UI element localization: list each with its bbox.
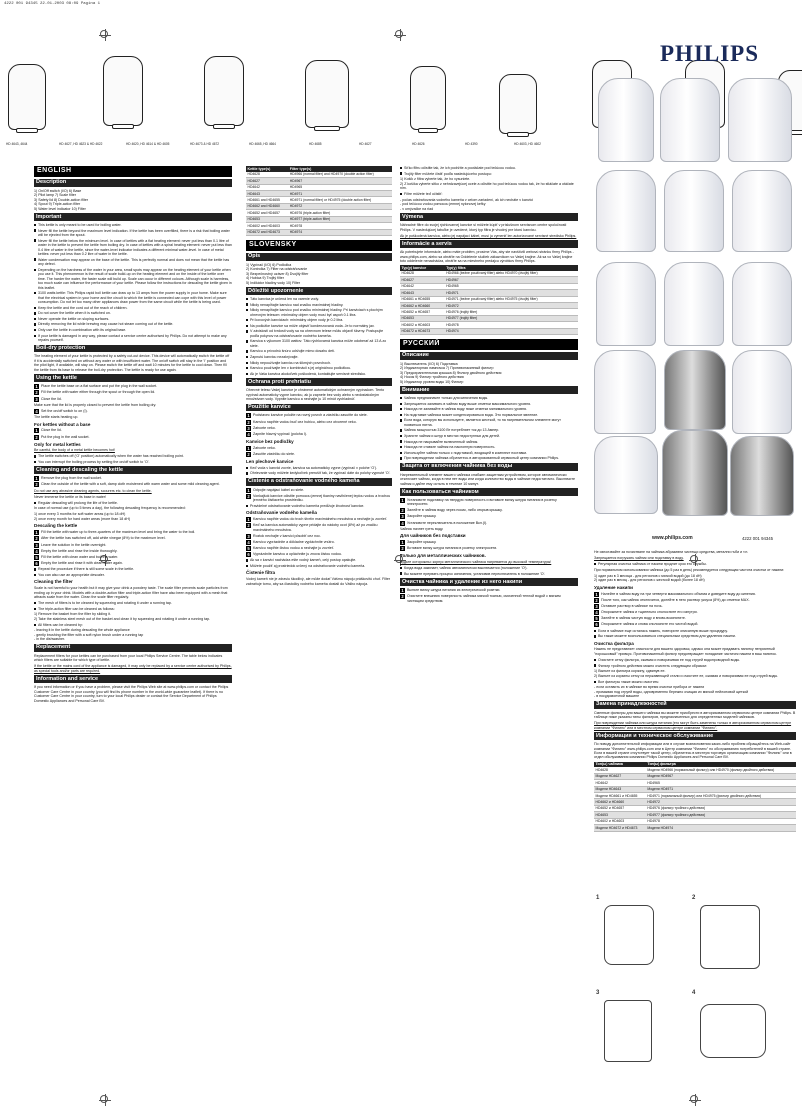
list-item: Pri kovových kanviciach: minimálny objem vody je 0.2 litra. — [246, 318, 392, 322]
kettle-photo — [598, 78, 654, 162]
list-item: Kanvicu a prívodnú šnúru udržujte mimo dosahu detí. — [246, 349, 392, 353]
list-item: Na podložke kanvice sa môže objaviť kondenzovaná voda. Je to normálny jav. — [246, 324, 392, 328]
paragraph: Replacement filters for your kettles can be purchased from your local Philips Service Centre. The table below indicates which filters are suitable for which type of kettle. — [34, 653, 223, 663]
list-item: Repeat the procedure if there is still some scale in the kettle. — [34, 567, 232, 571]
list-item: Ak sa v kanvici nachádza ešte vodný kameň, celý postup opakujte. — [246, 558, 392, 562]
list-item: - pod tečúcou vodou pomocou jemnej nylonovej kefky — [400, 202, 486, 207]
list-item: - в посудомоечной машине — [594, 694, 640, 699]
subheading: Odstraňovanie vodného kameňa — [246, 510, 317, 516]
list-item: Когда вода закипает, чайник автоматически выключается (положение 'O'). — [400, 566, 578, 570]
registration-mark-icon — [690, 1095, 698, 1103]
step: 3 Закройте крышку. — [401, 514, 437, 520]
list-item: 3100 watts kettle: This Philips rapid boil kettle can draw up to 13 amps from the power supply in your home. Make sure that the electrical system in your home and the circuit to which the kettle is connected can cope with this level of power consumption. Do not let too many other appliances draw power from the same circuit while the kettle is being used. — [34, 291, 232, 304]
step: 2 Залейте в чайник воду через носик, либо открыв крышку. — [401, 508, 503, 514]
note: If the kettle or the mains cord of the appliance is damaged, it may only be replaced by a service centre authorised by Philips, as special tools and/or parts are required. — [34, 664, 232, 673]
note: Запрещается погружать чайник или подставку в воду. — [594, 556, 684, 561]
model-label: HD 4627 — [359, 142, 372, 146]
paragraph: Нагревательный элемент вашего чайника снабжен защитным устройством, которое автоматически отключает чайник, когда в нем нет воды или когда количество воды в чайнике недостаточно. Выключите чайник и дайте ему остыть в течение 10 минут. — [400, 472, 576, 486]
paragraph: Scale is not harmful to your health but it may give your drink a powdery taste. The scale filter prevents scale particles from ending up in your drink. Models with a double-action filter and triple-action filter have also been equipped with a mesh that attracts scale from the water. Clean the scale filter regularly. — [34, 586, 228, 600]
step: 5 Fill the kettle with clean water and boil the water. — [35, 554, 119, 560]
language-heading: ENGLISH — [34, 166, 232, 177]
kettle-photo — [732, 262, 792, 346]
list-item: Keď voda v kanvici zovrie, kanvica sa automaticky vypne (vypínač v polohe 'O'). — [246, 466, 392, 470]
kettle-drawing — [8, 64, 46, 130]
paragraph: In case of normal use (up to 5 times a day), the following descaling frequency is recommended: — [34, 506, 186, 511]
filter-illustration — [700, 1004, 766, 1058]
list-item: Pravidelné odstraňovanie vodného kameňa predĺžuje životnosť kanvice. — [246, 504, 392, 508]
list-item: Ak je Vaša kanvica akokoľvek poškodená, kontaktujte servisné stredisko. — [246, 372, 392, 376]
list-item: You can also use an appropriate descaler. — [34, 573, 232, 577]
section-heading: Opis — [246, 253, 392, 261]
step: 1 Remove the plug from the wall socket. — [35, 476, 102, 482]
step: 2 Vonkajšok kanvice očistite pomocou jemnej tkaniny navlhčenej teplou vodou a trochou jemného čistiaceho prostriedku. — [247, 493, 391, 503]
list-item: Очистите сетку фильтра, сжимая и поворачивая ее под струей водопроводной воды. — [594, 658, 796, 662]
list-item: The kettle switches off ('O' position) automatically when the water has reached boiling point. — [34, 454, 232, 458]
subheading: Очистка фильтра — [594, 640, 634, 646]
step: 4 Zapnite hlavný vypínač (poloha I). — [247, 432, 307, 438]
section-heading: Replacement — [34, 644, 232, 652]
paragraph: Сменные фильтры для вашего чайника вы можете приобрести в авторизованном сервисном центре компании Philips. В таблице ниже указаны типы фильтров, предназначенных для определенных моделей чайников. — [594, 710, 796, 720]
subheading: Только для металлических чайников. — [400, 553, 486, 559]
list-item: 2) один раз в месяц - для регионов с жесткой водой (более 18 dH) — [594, 578, 705, 583]
kettle-photo — [732, 350, 792, 434]
list-item: Регулярная очистка чайника от накипи продлит срок его службы. — [594, 562, 796, 566]
list-item: Kanvicu používajte len v kombinácii s jej originálnou podložkou. — [246, 366, 392, 370]
list-item: Never operate the kettle on sloping surfaces. — [34, 317, 232, 321]
kettle-photo — [732, 170, 792, 252]
list-item: 2) Z košíka vyberte sitko z nehrdzavejúcej ocele a očistite ho pod tečúcou vodou tak, že ho stláčate a otáčate nim. — [400, 181, 574, 191]
subheading: For kettles without a base — [34, 421, 91, 427]
step: 2 Fill the kettle with water either through the spout or through the open lid. — [35, 390, 156, 396]
step: 1 Fill the kettle with water up to three-quarters of the maximum level and bring the water to the boil. — [35, 530, 196, 536]
kettle-photo — [730, 436, 794, 516]
step: 1 Kanvicu naplňte vodou do troch štvrtín maximálneho množstva a nechajte ju zovrieť. — [247, 517, 388, 523]
list-item: Directly removing the lid while brewing may cause hot steam coming out of the kettle. — [34, 322, 232, 326]
list-item: 1) Remove the basket from the filter by sliding it. — [34, 612, 111, 617]
paragraph: По поводу дополнительной информации или в случае возникновения каких-либо проблем обращайтесь на Web-сайт компании "Филипс" www.philips.com или в Центр компании "Филипс" по обслуживанию потребителей в вашей стране. Если в вашей стране отсутствует такой центр, обратитесь в местную торговую организацию компании "Филипс" или в отдел обслуживания компании Philips Domestic Appliances and Personal Care BV. — [594, 742, 792, 760]
slovak-column — [246, 166, 392, 588]
list-item: Если в чайнике еще осталась накипь, повторите описанную выше процедуру. — [594, 629, 796, 633]
paragraph: The heating element of your kettle is protected by a safety cut-out device. This device will automatically switch the kettle off if it is accidentally switched on without any water or with insufficient water. The on/off switch will stay in the 'I' position and the pilot light, if available, will stay on. Please switch the kettle off and wait 10 minutes for the kettle to cool down. Then fill the kettle from its base to release the boil-dry protection. The kettle is ready for use again. — [34, 354, 230, 372]
list-item: - gently brushing the filter with a soft nylon brush under a running tap — [34, 632, 144, 637]
step: 4 Kanvicu vyprázdnite a dôkladne vypláchnite vnútro. — [247, 539, 335, 545]
list-item: Если вода, которую вы используете, является жесткой, то на нагревательном элементе могут появиться пятна. — [400, 418, 578, 427]
step: 4 Опорожните чайник и тщательно сполосните его изнутри. — [595, 610, 698, 616]
step: 6 Vyprázdnite kanvicu a opláchnite ju znova čistou vodou. — [247, 552, 342, 558]
section-heading: Výmena — [400, 213, 578, 221]
step: 5 Kanvicu naplňte čistou vodou a nechajte ju zovrieť. — [247, 545, 335, 551]
list-item: Никогда не ставьте чайник на наклонную поверхность. — [400, 445, 578, 449]
step: 3 Roztok nechajte v kanvici pôsobiť cez noc. — [247, 533, 321, 539]
paragraph: Ohrevné teleso Vašej kanvice je chránené automatickým ochranným vypínačom. Tento vypínač automaticky vypne kanvicu, ak ju zapnete bez vody alebo s nedostatočným množstvom vody. Vypnite kanvicu a nechajte ju 10 minút vychladnúť. — [246, 388, 385, 402]
section-heading: Description — [34, 179, 232, 187]
warning: Be careful, the body of a metal kettle becomes hot! — [34, 448, 115, 453]
list-item: Nikdy nenapĺňajte kanvicu nad značku maximálnej hladiny. — [246, 303, 392, 307]
kettle-photo — [728, 78, 792, 162]
list-item: 1) once every 3 months for soft water areas (up to 18 dH) — [34, 512, 126, 517]
list-item: All filters can be cleaned by: — [34, 623, 232, 627]
filter-illustration — [604, 905, 654, 965]
kettle-photo — [664, 262, 724, 346]
kettle-photo — [662, 430, 728, 516]
list-item: Храните чайник и шнур в местах недоступных для детей. — [400, 434, 578, 438]
list-item: Никогда не накрывайте включенный чайник. — [400, 440, 578, 444]
model-drawings — [4, 38, 589, 146]
registration-mark-icon — [100, 30, 108, 38]
list-item: - in the dishwasher. — [34, 637, 65, 642]
note: Чайник начнет греть воду. — [400, 526, 444, 531]
step: 2 After the kettle has switched off, add white vinegar (8%) to the maximum level. — [35, 536, 166, 542]
list-item: Вы также можете воспользоваться специальным средством для удаления накипи. — [594, 634, 796, 638]
paragraph: Náhradné filtre do svojej rýchlovarnej kanvice si môžete kúpiť v príslušnom servisnom centre spoločnosti Philips. V nasledujúcej tabuľke je uvedené, ktorý typ filtra je vhodný pre ktorú kanvicu. — [400, 223, 567, 232]
model-label: HD 4620, HD 4614 & HD 4605 — [126, 142, 170, 146]
list-item: Depending on the hardness of the water in your area, small spots may appear on the heating element of your kettle when you use it. This phenomenon is the result of scale build-up on the heating element and on the inside of the kettle over time. The harder the water, the faster scale will build up. Scale can occur in different colours. Although scale is harmless, too much scale can influence the performance of your kettle. Please follow the instructions for descaling the kettle given in this leaflet. — [34, 268, 232, 290]
list-item: Никогда не заливайте в чайник воду ниже отметки минимального уровня. — [400, 407, 578, 411]
illustration-number: 4 — [692, 990, 696, 996]
note: The kettle starts heating up. — [34, 415, 79, 420]
section-heading: Použitie kanvice — [246, 404, 392, 412]
section-heading: Informácie a servis — [400, 240, 578, 248]
step: 6 Empty the kettle and rinse it with clean water again. — [35, 561, 123, 567]
step: 1 Zatvorte veko. — [247, 445, 276, 451]
kettle-drawing — [204, 56, 244, 126]
section-heading: Dôležité upozornenie — [246, 287, 392, 295]
section-heading: Cleaning and descaling the kettle — [34, 466, 232, 474]
kettle-photo — [596, 262, 656, 346]
list-item: Môžete použiť aj prostriedok určený na odstraňovanie vodného kameňa. — [246, 564, 392, 568]
step: 3 Оставьте раствор в чайнике на ночь. — [595, 603, 663, 609]
step: 4 Set the on/off switch to on (I). — [35, 408, 88, 414]
list-item: Trojitý filter môžete čistiť podľa nasledujúceho postupu: — [400, 172, 578, 176]
step: 3 Leave the solution in the kettle overnight. — [35, 542, 107, 548]
list-item: Чайник мощностью 3100 Вт потребляет ток до 13 Ампер. — [400, 428, 578, 432]
subheading: Cleaning the filter — [34, 579, 73, 585]
section-heading: Ochrana proti prehriatiu — [246, 378, 392, 386]
print-header: 4222 001 94345 22-01-2003 08:09 Pagina 1 — [4, 2, 101, 6]
kettle-photo — [596, 170, 656, 252]
kettle-photo — [664, 170, 724, 252]
step: 3 Close the lid. — [35, 396, 62, 402]
subheading: Len plechové kanvice — [246, 458, 294, 464]
list-item: - промывая под струей воды, одновременно бережно очищая их мягкой нейлоновой щеткой — [594, 689, 749, 694]
parts-list: 1) Выключатель (I/O) 6) Подставка 2) Индикаторная лампочка 7) Противонакипный фильтр 3) Предохранительная крышка 8) Фильтр двойного действия 4) Носик 9) Фильтр тройного действия 5) Индикатор уровня воды 10) Фильтр — [400, 361, 502, 384]
list-item: Чайник предназначен только для кипячения воды. — [400, 396, 578, 400]
section-heading: Описание — [400, 352, 578, 360]
brand-logo: PHILIPS — [660, 41, 760, 66]
list-item: 2) once every month for hard water areas (more than 18 dH) — [34, 516, 131, 521]
list-item: 1) Выньте из фильтра корзину, сдвинув ее. — [594, 669, 666, 674]
list-item: Запрещается заливать в чайник воду выше отметки максимального уровня. — [400, 402, 578, 406]
list-item: - počas odstraňovania vodného kameňa v celom zariadení, ak ich necháte v kanvici — [400, 197, 534, 202]
illustration-number: 1 — [596, 895, 600, 901]
website-url: www.philips.com — [652, 535, 693, 541]
list-item: Используйте чайник только с подставкой, входящей в комплект поставки. — [400, 451, 578, 455]
list-item: - если оставить их в чайнике во время очистки прибора от накипи — [594, 685, 705, 690]
list-item: Kanvica s výkonom 3100 wattov: Táto rýchlovarná kanvica môže odoberať až 13 A zo siete. — [246, 339, 392, 348]
subheading: Only for metal kettles — [34, 441, 81, 447]
russian-continued-column — [594, 550, 796, 834]
list-item: Zapnutú kanvicu nezakrývajte. — [246, 355, 392, 359]
step: 1 Odpojte napájací kábel zo siete. — [247, 487, 305, 493]
step: 6 Опорожните чайник и снова сполосните его чистой водой. — [595, 622, 699, 628]
section-heading: Information and service — [34, 675, 232, 683]
registration-mark-icon — [395, 30, 403, 38]
parts-list: 1) On/Off switch (I/O) 6) Base 2) Pilot lamp 7) Scale filter 3) Safety lid 8) Double-action filter 4) Spout 9) Triple-action filter 5) Water level indicator 10) Filter — [34, 188, 89, 211]
kettle-drawing — [410, 66, 446, 130]
note: Make sure that the lid is properly closed to prevent the kettle from boiling dry. — [34, 402, 157, 407]
section-heading: Using the kettle — [34, 374, 232, 382]
subheading: Kanvice bez podložky — [246, 439, 294, 445]
step: 2 Kanvicu naplňte vodou buď cez hubicu, alebo cez otvorené veko. — [247, 419, 357, 425]
filter-table: Kettle type(s) Filter type(s) HD4628 HD4966 (normal filter) and HD4970 (double action filter) HD4627 HD4967 HD4642 HD4965 HD4643 HD4971 HD4661 and HD4655 HD4971 (normal filter) or HD4975 (double action filter) HD4662 and HD4660 HD4972 HD4652 and HD4657 HD4976 (triple-action filter) HD4653 HD4977 (triple-action filter) HD4602 and HD4603 HD4978 HD4672 and HD4673 HD4974 — [246, 166, 392, 236]
kettle-drawing — [305, 60, 349, 128]
step: 1 Close the lid. — [35, 428, 62, 434]
section-heading: Информация и техническое обслуживание — [594, 732, 796, 740]
list-item: При повреждении чайника обратитесь в авторизованный сервисный центр компании Philips. — [400, 456, 578, 460]
list-item: The triple-action filter can be cleaned as follows: — [34, 607, 232, 611]
model-label: HD 4390 — [465, 142, 478, 146]
step: 1 Выньте вилку шнура питания из электрической розетки. — [401, 587, 501, 593]
list-item: Все фильтры также можно очистить: — [594, 680, 796, 684]
list-item: Táto kanvica je určená len na varenie vody. — [246, 297, 392, 301]
step: 1 Podstavec kanvice položte na rovný povrch a zástrčku zasuňte do siete. — [247, 413, 368, 419]
list-item: Only use the kettle in combination with its original base. — [34, 328, 232, 332]
model-label: HD 4627, HD 4623 & HD 4622 — [59, 142, 103, 146]
subheading: Čistenie filtra — [246, 570, 276, 576]
list-item: Фильтр тройного действия можно очистить следующим образом: — [594, 664, 796, 668]
subheading: Удаление накипи — [594, 584, 633, 590]
note: Не използвайте за почистване на чайника абразивни чистещи средства, метални гъби и т.п. — [594, 550, 749, 554]
list-item: - leaving it in the kettle during descaling the whole appliance — [34, 628, 130, 633]
list-item: The mesh of filters is to be cleaned by squeezing and rotating it under a running tap. — [34, 601, 232, 605]
step: 2 Clean the outside of the kettle with a soft, damp cloth moistened with warm water and some mild cleaning agent. — [35, 482, 220, 488]
step: 2 Keď sa kanvica automaticky vypne pridajte do nádoby ocot (8%) až po značku maximálneho množstva. — [247, 523, 378, 532]
step: 5 Залейте в чайник чистую воду и вновь вскипятите. — [595, 616, 686, 622]
step: 2 Очистите внешнюю поверхность чайника мягкой тканью, смоченной теплой водой с мягким чистящим средством. — [401, 594, 561, 603]
step: 2 Put the plug in the wall socket. — [35, 434, 90, 440]
list-item: If your kettle is damaged in any way, please contact a service centre authorised by Philips. Do not attempt to make any repairs yourself. — [34, 334, 232, 343]
language-heading: РУССКИЙ — [400, 339, 578, 350]
doc-number: 4222 001 94345 — [742, 536, 774, 541]
list-item: Síťko filtru očistite tak, že ich podržíte a pootáčate pod tečúcou vodou. — [400, 166, 578, 170]
list-item: You can interrupt the boiling process by setting the on/off switch to 'O'. — [34, 460, 232, 464]
section-heading: Important — [34, 213, 232, 221]
list-item: На подставке чайника может конденсироваться вода. Это нормальное явление. — [400, 413, 578, 417]
list-item: Ohrievanie vody môžete kedykoľvek prerušiť tak, že vypínač dáte do polohy vypnuté 'O'. — [246, 471, 392, 475]
list-item: Never fill the kettle beyond the maximum level indication. If the kettle has been overfilled, there is a risk that boiling water will be ejected from the spout. — [34, 229, 232, 238]
model-label: HD 4603, HD 4602 — [514, 142, 541, 146]
step: 2 После того, как чайник отключится, долейте в него раствор уксуса (8%) до отметки MAX. — [595, 597, 750, 603]
russian-column — [400, 166, 578, 604]
list-item: Regular descaling will prolong the life of the kettle. — [34, 501, 232, 505]
parts-list: 1) Vypínač (I/O) 6) Podložka 2) Kontrolka 7) Filter na odstráňovanie 3) Bezpečnostný uzáver 8) Dvojitý filter 4) Hubica 9) Trojitý filter 5) Indikátor hladiny vody 10) Filter — [246, 262, 309, 285]
model-label: HD 4665, HD 4664 — [249, 142, 276, 146]
kettle-photo — [594, 436, 658, 514]
section-heading: Замена принадлежностей — [594, 701, 796, 709]
subheading: Descaling the kettle — [34, 523, 78, 529]
model-label: HD 4626 — [412, 142, 425, 146]
list-item: Never fill the kettle below the minimum level. In case of kettles with a flat heating element: never put less than 0.1 litre of water in the kettle to prevent the kettle from boiling dry. In case of kettles with a spiral heating element: never put less than 0.4 litre of water in the kettle, since the water-level indicator indicates a different minimal water-level. In case of metal kettles: never put less than 0.2 litre of water in the kettle. — [34, 239, 232, 257]
list-item: This kettle is only meant to be used for boiling water. — [34, 223, 232, 227]
kettle-photo — [594, 350, 656, 434]
list-item: Вы можете прервать процесс кипячения, установив переключатель в положение 'O'. — [400, 572, 578, 576]
note: Do not use any abrasive cleaning agents, scourers etc. to clean the kettle. — [34, 488, 152, 493]
model-label: HD 4685 — [309, 142, 322, 146]
list-item: 2) Take the stainless steel mesh out of the basket and clean it by squeezing and rotating it under a running tap. — [34, 616, 211, 621]
section-heading: Boil-dry protection — [34, 345, 232, 353]
step: 4 Empty the kettle and rinse the inside thoroughly. — [35, 548, 118, 554]
paragraph: Ak potrebujete informácie, alebo máte problém, prosíme Vás, aby ste navštívili webovú stránku firmy Philips - www.philips.com, alebo sa obráťte na Oddelenie služieb zákazníkom vo Vašej krajine. Ak sa vo Vašej krajine toto oddelenie nenachádza, obráťte sa na miestneho predajcu výrobkov firmy Philips. — [400, 250, 574, 263]
paragraph: If you need information or if you have a problem, please visit the Philips Web site at www.philips.com or contact the Philips Customer Care Centre in your country (you will find its phone number in the world-wide guarantee leaflet). If there is no Customer Care Centre in your country, turn to your local Philips dealer or contact the Service Department of Philips Domestic Appliances and Personal Care BV. — [34, 685, 229, 703]
list-item: Do not cover the kettle when it is switched on. — [34, 311, 232, 315]
step: 1 Закройте крышку. — [401, 539, 437, 545]
registration-mark-icon — [100, 1095, 108, 1103]
step: 2 Zasuňte zástrčku do siete. — [247, 451, 295, 457]
step: 1 Налейте в чайник воду на три четверти максимального объема и доведите воду до кипения. — [595, 591, 756, 597]
paragraph: При нормальном использовании чайника (до 5 раз в день) рекомендуется следующая частота очистки от накипи: — [594, 567, 785, 572]
list-item: - v umývačke na riad — [400, 206, 434, 211]
paragraph: Vodný kameň nie je zdraviu škodlivý, ale môže dodať Vášmu nápoju práškovitú chuť. Filter zabraňuje tomu, aby sa čiastočky vodného kameňa dostali do Vášho nápoja. — [246, 577, 391, 586]
note: Never immerse the kettle or its base in water! — [34, 494, 107, 499]
list-item: Nikdy nenapĺňajte kanvicu pod značku minimálnej hladiny. Pri kanviciach s plochým ohrevným telesom: minimálny objem vody musí byť aspoň 0.1 litra. — [246, 308, 392, 317]
model-label: HD 4643, 4644 — [6, 142, 28, 146]
kettle-drawing — [103, 56, 143, 126]
warning: Будьте осторожны: корпус металлического чайника нагревается до высокой температуры! — [400, 559, 552, 564]
kettle-drawing — [499, 74, 537, 134]
language-heading: SLOVENSKY — [246, 240, 392, 251]
section-heading: Очистка чайника и удаление из него накипи — [400, 578, 578, 586]
kettle-photo — [660, 78, 720, 162]
kettle-photo — [664, 350, 726, 430]
list-item: 1) Košík z filtra vyberte tak, že ho vysuniete. — [400, 177, 471, 182]
section-heading: Čistenie a odstraňovanie vodného kameňa — [246, 478, 392, 486]
section-heading: Как пользоваться чайником — [400, 488, 578, 496]
illustration-number: 3 — [596, 990, 600, 996]
illustration-number: 2 — [692, 895, 696, 901]
list-item: Nikdy nepoužívajte kanvicu na šikmých povrchoch. — [246, 361, 392, 365]
step: 2 Вставьте вилку шнура питания в розетку электросети. — [401, 546, 498, 552]
step: 1 Place the kettle base on a flat surface and put the plug in the wall socket. — [35, 384, 158, 390]
step: 1 Установите подставку на твердую поверхность и вставьте вилку шнура питания в розетку электросети. — [401, 498, 557, 507]
note: При повреждении чайника или шнура питания (его могут быть заменены только в авторизованном сервисном центре компании "Филипс" или в местном сервисном центре компании "Филипс". — [594, 721, 792, 730]
list-item: Filtre môžete teď očistiť: — [400, 192, 578, 196]
filter-table-slovak: Typ(y) kanvice Typ(y) filtra HD4628 HD4966 (bežne používaný filter) alebo HD4970 (dvojitý filter) HD4627 HD4967 HD4642 HD4965 HD4643 HD4971 HD4661 a HD4655 HD4971 (bežne používaný filter) alebo HD4975 (dvojitý filter) HD4662 a HD4660 HD4972 HD4652 a HD4657 HD4976 (trojitý filter) HD4653 HD4977 (trojitý filter) HD4602 a HD4603 HD4978 HD4672 a HD4673 HD4974 — [400, 265, 578, 335]
list-item: 2) Выньте из корзины сетку из нержавеющей стали и очистите ее, сжимая и поворачивая ее под струей воды. — [594, 673, 779, 678]
section-heading: Внимание — [400, 386, 578, 394]
list-item: 1) один раз в 3 месяца - для регионов с мягкой водой (до 18 dH) — [594, 573, 702, 578]
filter-table-russian: Тип(ы) чайника Тип(ы) фильтра HD4628 Модели HD4966 (нормальный фильтр) или HD4970 (фильтр двойного действия) Модели HD4627 Модели HD4967 HD4642 HD4965 Модели HD4643 Модели HD4971 Модели HD4661 и HD4655 HD4971 (нормальный фильтр) или HD4975 (фильтр двойного действия) HD4662 и HD4660 HD4972 HD4652 и HD4657 HD4976 (фильтр тройного действия) HD4653 HD4977 (фильтр тройного действия) HD4602 и HD4603 HD4978 Модели HD4672 и HD4673 Модели HD4974 — [594, 762, 796, 832]
step: 3 Zatvorte veko. — [247, 425, 276, 431]
section-heading: Защита от включения чайника без воды — [400, 463, 578, 471]
note: Ak je poškodená kanvica, alebo jej napájací kábel, musí ju vymeniť len autorizované servisné stredisko Philips. — [400, 233, 577, 238]
filter-illustration — [700, 905, 760, 969]
model-label: HD 4673 & HD 4672 — [190, 142, 220, 146]
step: 4 Установите переключатель в положение Вкл.(I). — [401, 520, 488, 526]
list-item: V závislosti od tvrdosti vody sa na ohrevnom telese môžu objaviť škvrny. Postupujte podľa pokynov na odstraňovanie vodného kameňa. — [246, 329, 392, 338]
english-column — [34, 166, 232, 705]
paragraph: Накипь не представляет опасности для вашего здоровья, однако она может придавать напитку неприятный "порошковый" привкус. Противонакипный фильтр предотвращает попадание частичек накипи в ваш напиток. — [594, 647, 777, 656]
filter-illustration — [604, 1000, 652, 1062]
list-item: Water condensation may appear on the base of the kettle. This is perfectly normal and does not mean that the kettle has any defect. — [34, 258, 232, 267]
subheading: Для чайников без подставки — [400, 533, 466, 539]
list-item: Keep the kettle and the cord out of the reach of children. — [34, 306, 232, 310]
